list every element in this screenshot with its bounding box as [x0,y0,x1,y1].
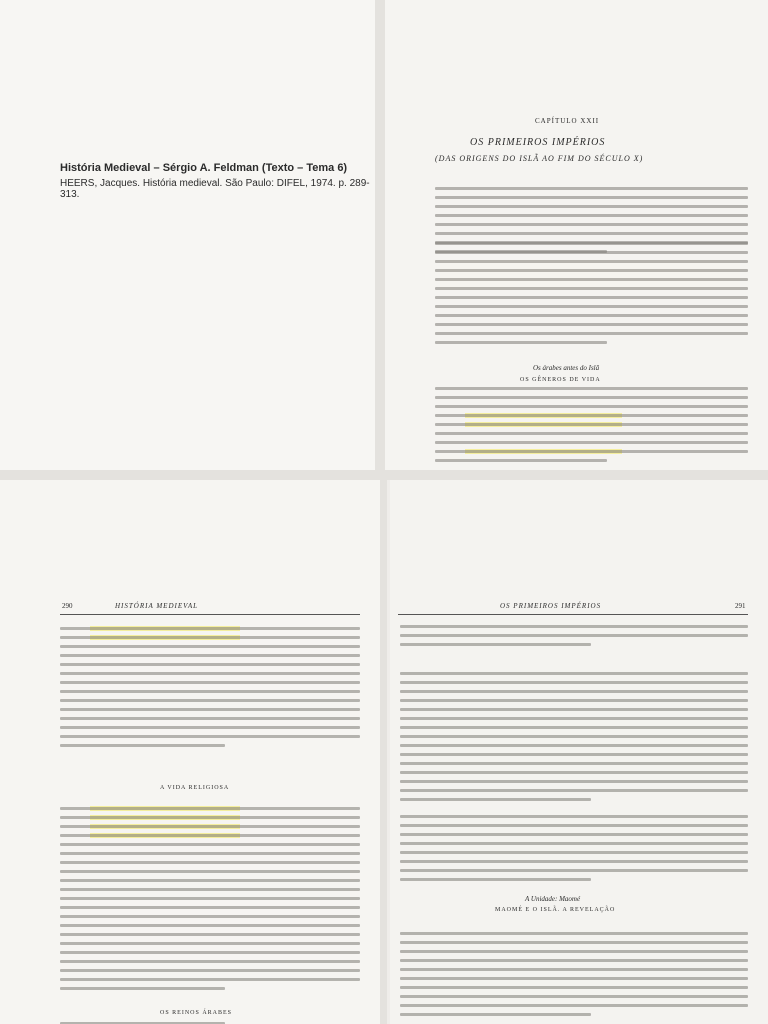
section-heading: Os árabes antes do Islã [533,364,600,372]
text-line [400,780,748,783]
right-paragraph-2 [390,670,768,805]
text-line [60,672,360,675]
text-line [400,798,591,801]
text-line [435,387,748,390]
text-line [60,627,360,630]
left-paragraph-3 [0,1020,380,1024]
text-line [60,987,225,990]
text-line [60,681,360,684]
right-running-head: OS PRIMEIROS IMPÉRIOS [500,602,602,610]
chapter-subtitle: (DAS ORIGENS DO ISLÃ AO FIM DO SÉCULO X) [435,154,644,163]
text-line [400,860,748,863]
text-line [400,744,748,747]
citation-reference: HEERS, Jacques. História medieval. São Paulo: DIFEL, 1974. p. 289-313. [60,178,370,200]
text-line [60,933,360,936]
text-line [435,432,748,435]
text-line [60,870,360,873]
chapter-label: CAPÍTULO XXII [535,117,600,125]
section-heading-reinos: OS REINOS ÁRABES [160,1010,233,1016]
text-line [400,643,591,646]
text-line [400,681,748,684]
text-line [400,753,748,756]
chapter-text-blocks [385,0,768,470]
text-line [400,950,748,953]
left-text-blocks [0,480,380,1024]
text-line [60,960,360,963]
text-line [60,861,360,864]
text-line [400,878,591,881]
text-line [60,645,360,648]
text-line [435,278,748,281]
text-line [400,699,748,702]
text-line [400,762,748,765]
right-text-blocks [390,480,768,1024]
text-line [400,634,748,637]
text-line [400,833,748,836]
text-line [435,251,748,254]
text-line [60,879,360,882]
text-line [60,726,360,729]
text-line [435,459,607,462]
text-line [435,296,748,299]
text-line [60,834,360,837]
text-line [400,672,748,675]
text-line [60,852,360,855]
text-line [435,423,748,426]
text-line [400,851,748,854]
text-line [60,951,360,954]
text-line [435,314,748,317]
text-line [435,269,748,272]
text-line [400,771,748,774]
text-line [60,825,360,828]
gêneros-paragraph [385,385,768,470]
text-line [400,789,748,792]
text-line [435,450,748,453]
text-line [60,843,360,846]
text-line [435,323,748,326]
section-heading-revelation: MAOMÉ E O ISLÃ. A REVELAÇÃO [495,907,616,913]
intro-paragraph [385,240,768,350]
text-line [60,690,360,693]
text-line [400,690,748,693]
text-line [60,663,360,666]
text-line [60,699,360,702]
citation-sheet [0,0,375,470]
text-line [435,414,748,417]
right-paragraph-1 [390,623,768,653]
chapter-opening-page [385,0,768,470]
text-line [435,214,748,217]
text-line [400,726,748,729]
citation-title: História Medieval – Sérgio A. Feldman (Texto – Tema 6) [60,162,348,174]
left-header-rule [60,614,360,615]
text-line [60,654,360,657]
text-line [435,223,748,226]
text-line [435,205,748,208]
text-line [400,977,748,980]
text-line [400,1004,748,1007]
text-line [435,187,748,190]
text-line [400,824,748,827]
right-paragraph-3 [390,813,768,888]
text-line [60,915,360,918]
right-header-rule [398,614,748,615]
text-line [60,978,360,981]
text-line [400,932,748,935]
text-line [400,1013,591,1016]
chapter-title: OS PRIMEIROS IMPÉRIOS [470,137,606,148]
left-book-page [0,480,380,1024]
text-line [60,735,360,738]
text-line [400,842,748,845]
text-line [60,636,360,639]
text-line [60,816,360,819]
text-line [400,968,748,971]
text-line [435,341,607,344]
text-line [435,196,748,199]
text-line [60,888,360,891]
text-line [60,969,360,972]
text-line [60,897,360,900]
text-line [60,807,360,810]
text-line [60,717,360,720]
text-line [435,287,748,290]
left-running-head: HISTÓRIA MEDIEVAL [115,602,199,610]
scan-gutter-horizontal [0,470,768,480]
text-line [60,924,360,927]
text-line [400,815,748,818]
text-line [435,232,748,235]
text-line [400,708,748,711]
text-line [400,995,748,998]
right-book-page [390,480,768,1024]
section-heading-unity: A Unidade: Maomé [525,895,581,903]
text-line [400,941,748,944]
left-paragraph-1 [0,625,380,755]
text-line [435,441,748,444]
text-line [400,717,748,720]
text-line [60,906,360,909]
subsection-heading: OS GÊNEROS DE VIDA [520,377,601,383]
right-page-number: 291 [735,602,746,610]
text-line [400,959,748,962]
text-line [400,869,748,872]
section-heading-religious: A VIDA RELIGIOSA [160,785,230,791]
text-line [60,942,360,945]
right-paragraph-4 [390,930,768,1024]
text-line [60,708,360,711]
left-page-number: 290 [62,602,73,610]
text-line [435,405,748,408]
text-line [400,735,748,738]
left-paragraph-2 [0,805,380,1000]
text-line [60,744,225,747]
text-line [435,242,748,245]
text-line [435,305,748,308]
text-line [400,625,748,628]
text-line [400,986,748,989]
text-line [435,260,748,263]
text-line [435,396,748,399]
text-line [435,332,748,335]
